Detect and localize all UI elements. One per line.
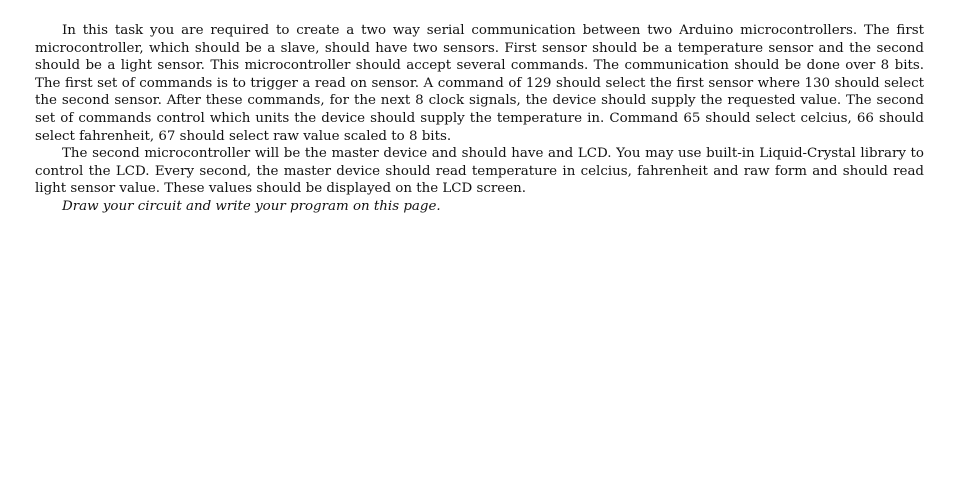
task-paragraph-master: The second microcontroller will be the master device and should have and LCD. You may use built-in Liquid-Crystal library to control the LCD. Every second, the master device should read temperature in celcius, fahrenheit and raw form and should read light sensor value. These values should be displayed on the LCD screen. (35, 146, 924, 197)
document-page (35, 22, 924, 216)
instruction-text: Draw your circuit and write your program on this page. (62, 198, 441, 214)
task-paragraph-slave: In this task you are required to create a two way serial communication between two Arduino microcontrollers. The first microcontroller, which should be a slave, should have two sensors. First sensor should be a temperature sensor and the second should be a light sensor. This microcontroller should accept several commands. The communication should be done over 8 bits. The first set of commands is to trigger a read on sensor. A command of 129 should select the first sensor where 130 should select the second sensor. After these commands, for the next 8 clock signals, the device should supply the requested value. The second set of commands control which units the device should supply the temperature in. Command 65 should select celcius, 66 should select fahrenheit, 67 should select raw value scaled to 8 bits. (35, 23, 924, 144)
blank-answer-area (35, 280, 924, 470)
